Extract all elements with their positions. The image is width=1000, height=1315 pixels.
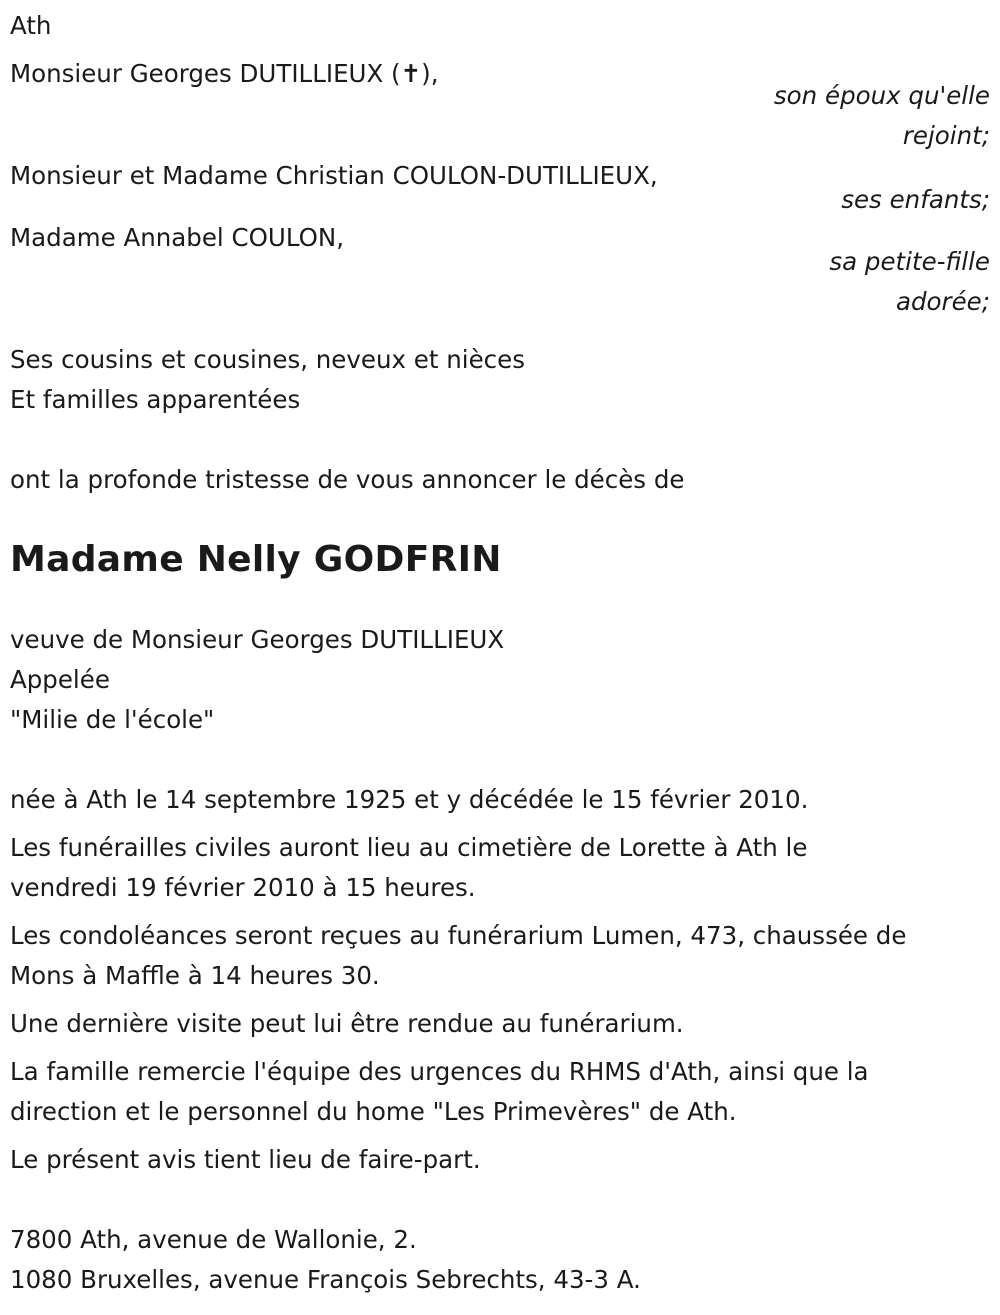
nickname: "Milie de l'école" (10, 705, 215, 734)
nickname-intro: Appelée (10, 665, 110, 694)
family-member-children (10, 156, 990, 220)
family-member-relation: son époux qu'elle (773, 81, 990, 110)
relatives (10, 340, 990, 420)
announcement: ont la profonde tristesse de vous annoncer le décès de (10, 465, 685, 494)
address-line: 1080 Bruxelles, avenue François Sebrechts, 43-3 A. (10, 1265, 641, 1294)
deceased-details (10, 620, 990, 740)
funeral-line: vendredi 19 février 2010 à 15 heures. (10, 873, 476, 902)
funeral-info (10, 828, 990, 908)
family-member-spouse (10, 54, 990, 156)
family-member-granddaughter (10, 218, 990, 322)
funeral-line: Les funérailles civiles auront lieu au cimetière de Lorette à Ath le (10, 833, 808, 862)
widow-line: veuve de Monsieur Georges DUTILLIEUX (10, 625, 505, 654)
thanks-line: direction et le personnel du home "Les Primevères" de Ath. (10, 1097, 737, 1126)
notice: Le présent avis tient lieu de faire-part. (10, 1145, 481, 1174)
obituary-notice (10, 6, 990, 1300)
thanks-line: La famille remercie l'équipe des urgences du RHMS d'Ath, ainsi que la (10, 1057, 869, 1086)
family-member-relation: sa petite-fille (829, 247, 990, 276)
last-visit: Une dernière visite peut lui être rendue au funérarium. (10, 1009, 684, 1038)
family-member-relation: rejoint; (902, 121, 990, 150)
family-member-name: Madame Annabel COULON, (10, 223, 344, 252)
thanks (10, 1052, 990, 1132)
relatives-line: Et familles apparentées (10, 385, 301, 414)
birth-death: née à Ath le 14 septembre 1925 et y décédée le 15 février 2010. (10, 785, 809, 814)
addresses (10, 1220, 990, 1300)
condolences-info (10, 916, 990, 996)
address-line: 7800 Ath, avenue de Wallonie, 2. (10, 1225, 417, 1254)
family-member-relation: ses enfants; (841, 185, 990, 214)
deceased-name: Madame Nelly GODFRIN (10, 539, 502, 580)
family-member-name: Monsieur et Madame Christian COULON-DUTILLIEUX, (10, 161, 658, 190)
relatives-line: Ses cousins et cousines, neveux et nièces (10, 345, 525, 374)
condolences-line: Mons à Maffle à 14 heures 30. (10, 961, 380, 990)
family-member-name: Monsieur Georges DUTILLIEUX (✝), (10, 59, 439, 88)
location: Ath (10, 11, 52, 40)
family-member-relation: adorée; (895, 287, 990, 316)
condolences-line: Les condoléances seront reçues au funérarium Lumen, 473, chaussée de (10, 921, 907, 950)
